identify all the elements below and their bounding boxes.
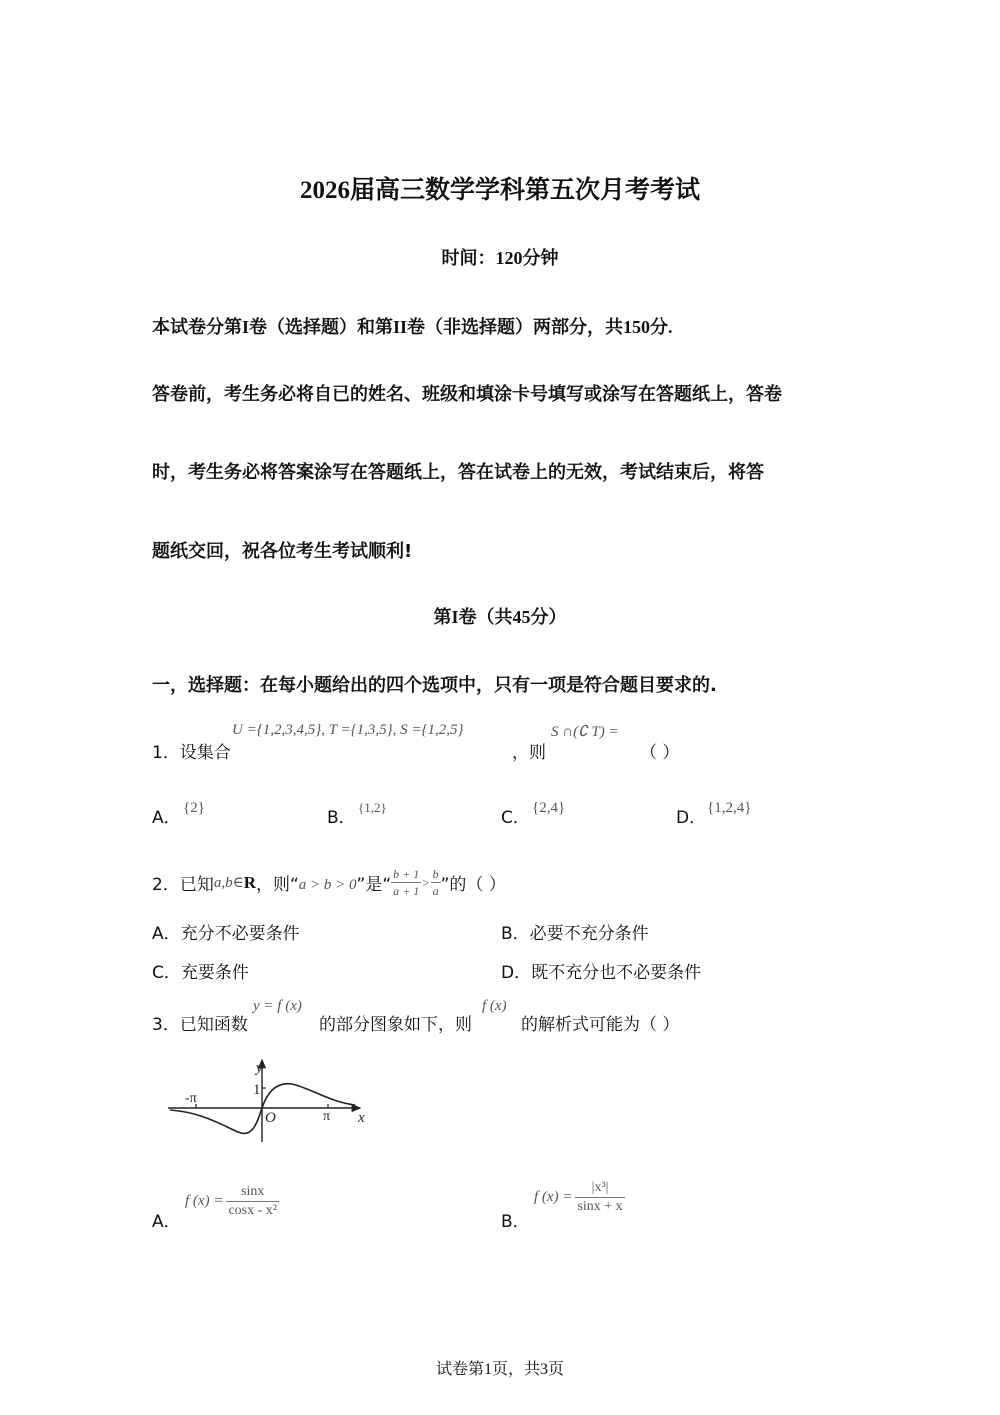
q1-option-a-label: A． — [152, 808, 181, 828]
question-3-suffix: 的解析式可能为（ ） — [521, 1015, 680, 1035]
q1-option-b-label: B． — [327, 808, 356, 828]
page-footer: 试卷第1页，共3页 — [435, 1361, 564, 1378]
question-2-vars: a,b∈ — [213, 875, 244, 891]
question-2-gt: > — [422, 874, 430, 890]
option-label: C． — [152, 963, 181, 983]
section-title: 第I卷（共45分） — [433, 607, 567, 627]
q2-option-a — [152, 919, 300, 944]
option-text: 充要条件 — [180, 963, 249, 983]
function-graph — [160, 1052, 380, 1146]
question-1-mid: ，则 — [512, 743, 546, 763]
q1-option-d-label: D． — [676, 808, 707, 828]
question-1-prefix: 1．设集合 — [152, 743, 231, 763]
question-2-real-set: R — [243, 872, 256, 892]
option-b-fraction — [575, 1181, 624, 1214]
x-label: x — [358, 1110, 365, 1126]
intro-line-2: 答卷前，考生务必将自已的姓名、班级和填涂卡号填写或涂写在答题纸上，答卷 — [152, 384, 782, 405]
fraction-1-numerator: b + 1 — [393, 867, 420, 881]
y-label: y — [256, 1060, 263, 1076]
option-a-fraction — [226, 1185, 279, 1218]
q3-option-a-formula — [185, 1185, 279, 1218]
option-a-denominator: cosx - x² — [228, 1203, 277, 1218]
option-b-denominator: sinx + x — [577, 1199, 623, 1214]
q1-option-d-value: {1,2,4} — [707, 800, 752, 816]
fraction-1-denominator: a + 1 — [393, 884, 420, 898]
q1-option-a-value: {2} — [183, 800, 205, 816]
origin-label: O — [265, 1110, 276, 1126]
exam-time: 时间：120分钟 — [441, 248, 559, 268]
question-3-mid: 的部分图象如下，则 — [319, 1015, 472, 1035]
option-text: 必要不充分条件 — [529, 924, 649, 944]
question-2 — [152, 868, 506, 897]
option-a-numerator: sinx — [226, 1185, 279, 1202]
q1-option-b-value: {1,2} — [358, 800, 387, 815]
q1-option-c-value: {2,4} — [532, 800, 566, 816]
question-3-prefix: 3．已知函数 — [152, 1015, 248, 1035]
intro-line-4: 题纸交回，祝各位考生考试顺利! — [152, 541, 413, 562]
question-1-sets: U ={1,2,3,4,5}, T ={1,3,5}, S ={1,2,5} — [232, 722, 464, 738]
q3-option-a-label: A． — [152, 1212, 181, 1232]
question-2-mid1: ，则“ — [255, 875, 299, 895]
fraction-2-denominator: a — [432, 884, 439, 898]
option-text: 既不充分也不必要条件 — [531, 963, 702, 983]
neg-pi-label: -π — [185, 1091, 197, 1106]
question-2-mid2: ”是“ — [356, 875, 392, 895]
question-2-fraction-2 — [431, 868, 441, 897]
option-b-numerator: |x³| — [575, 1181, 624, 1198]
question-1-expr: S ∩(∁ T) = — [551, 724, 619, 740]
exam-title: 2026届高三数学学科第五次月考考试 — [299, 177, 700, 204]
option-label: B． — [501, 924, 530, 944]
question-2-prefix: 2．已知 — [152, 875, 214, 895]
question-1-blank: （ ） — [640, 743, 680, 763]
intro-line-3: 时，考生务必将答案涂写在答题纸上，答在试卷上的无效，考试结束后，将答 — [152, 462, 764, 483]
option-a-lhs: f (x) = — [185, 1193, 224, 1209]
option-b-lhs: f (x) = — [534, 1189, 573, 1205]
q3-option-b-label: B． — [501, 1212, 530, 1232]
option-label: D． — [501, 963, 532, 983]
q2-option-c — [152, 958, 249, 983]
fraction-2-numerator: b — [432, 867, 439, 881]
question-2-suffix: ”的（ ） — [440, 875, 506, 895]
q3-option-b-formula — [534, 1181, 625, 1214]
q2-option-b — [501, 919, 649, 944]
question-2-condition: a > b > 0 — [298, 877, 357, 893]
question-2-fraction-1 — [391, 868, 421, 897]
option-label: A． — [152, 924, 181, 944]
q2-option-d — [501, 958, 701, 983]
intro-line-1: 本试卷分第I卷（选择题）和第II卷（非选择题）两部分，共150分. — [152, 317, 673, 337]
part-heading: 一，选择题：在每小题给出的四个选项中，只有一项是符合题目要求的. — [152, 675, 717, 696]
question-3-fx: f (x) — [482, 998, 507, 1014]
q1-option-c-label: C． — [501, 808, 530, 828]
one-label: 1 — [253, 1082, 261, 1098]
option-text: 充分不必要条件 — [180, 924, 300, 944]
pi-label: π — [323, 1109, 331, 1124]
question-3-function: y = f (x) — [253, 998, 302, 1014]
